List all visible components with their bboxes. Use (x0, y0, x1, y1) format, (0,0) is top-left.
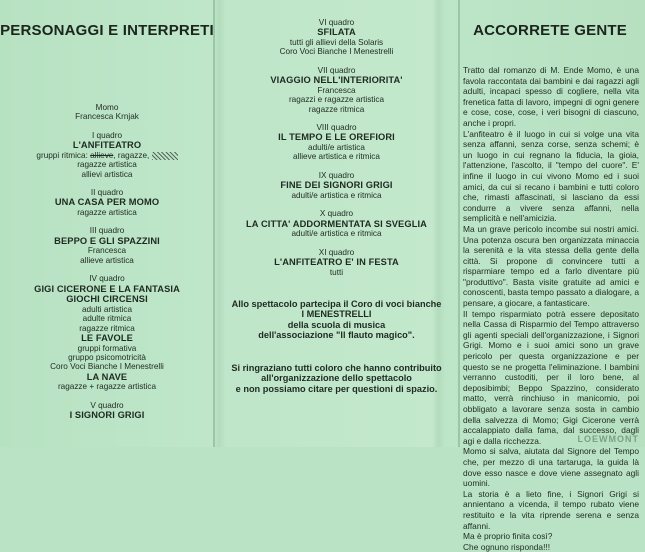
intro-paragraph-3: Ma un grave pericolo incombe sui nostri amici. Una potenza oscura ben organizzata minaccia la serenità e la vita stessa della gente della città. Si propone di convincere tutti a risparmiare tempo ed a farlo diventare più "produttivo". Basta visite gratuite ad amici e conoscenti, basta tempo passato a dialogare, a pensare, a giocare, a fantasticare. (463, 223, 639, 309)
quadro-11-title: L'ANFITEATRO E' IN FESTA (274, 257, 399, 268)
choir-line3: della scuola di musica (287, 319, 386, 330)
thanks-line1: Si ringraziano tutti coloro che hanno contribuito (231, 362, 442, 373)
quadro-6-label: VI quadro (318, 18, 355, 27)
quadro-7-label: VII quadro (317, 65, 356, 75)
choir-line2: I MENESTRELLI (301, 309, 372, 320)
quadro-4-line1: adulti artistica (81, 304, 133, 314)
quadro-9-line1: adulti/e artistica e ritmica (291, 190, 382, 200)
quadro-3-line2: allieve artistica (80, 255, 134, 265)
quadro-1-struck: allieve (90, 150, 114, 160)
thanks-line2: all'organizzazione dello spettacolo (261, 373, 412, 384)
cast-column (0, 0, 214, 447)
intro-paragraph-2: L'anfiteatro è il luogo in cui si volge una vita senza affanni, senza corse, senza schemi; è un luogo in cui regnano la fiducia, la gioia, l'attenzione, l'ascolto, il "tempo del cuore". E' infine il luogo in cui vivono Momo ed i suoi amici, da cui si recano i bambini e tutti coloro che, rimasti affascinati, si lasciano da essi condurre a vivere senza affanni, nella semplicità e nell'amicizia. (463, 128, 639, 224)
quadro-7-line3: ragazze ritmica (308, 104, 365, 114)
intro-column (459, 0, 645, 552)
quadro-1-line (0, 151, 214, 160)
quadro-10-line1: adulti/e artistica e ritmica (291, 229, 382, 239)
intro-paragraph-6: La storia è a lieto fine, i Signori Grigi si annientano a vicenda, il tempo rubato viene restituito e la vita riprende serena e senza affanni. (463, 488, 639, 531)
quadro-7-title: VIAGGIO NELL'INTERIORITA' (270, 75, 403, 86)
quadro-4-sub2: LA NAVE (86, 371, 128, 382)
quadro-8-label: VIII quadro (316, 123, 357, 133)
quadro-3-line1: Francesca (87, 246, 127, 256)
handwritten-scribble (152, 152, 178, 160)
quadro-10-label: X quadro (319, 209, 354, 219)
intro-paragraph-5: Momo si salva, aiutata dal Signore del Tempo che, per mezzo di una tartaruga, la guida là dove esso nasce e dove viene assegnato agli uomini. (463, 446, 639, 489)
quadro-8-title: IL TEMPO E LE OREFIORI (278, 132, 395, 143)
cast-title: PERSONAGGI E INTERPRETI (0, 22, 214, 39)
quadro-4-line5: gruppo psicomotricità (68, 353, 146, 363)
watermark-stamp: LOEWMONT (577, 434, 639, 444)
quadro-10-title: LA CITTA' ADDORMENTATA SI SVEGLIA (246, 218, 427, 229)
quadro-4-title1: GIGI CICERONE E LA FANTASIA (34, 283, 180, 294)
quadro-1-line3: allievi artistica (81, 169, 133, 179)
intro-paragraph-1: Tratto dal romanzo di M. Ende Momo, è una favola raccontata dai bambini e dai ragazzi agli adulti, incapaci spesso di cogliere, nella vita frenetica fatta di lavoro, impegni di ogni genere e cose, cose, cose, i veri bisogni di ciascuno, anche i propri. (463, 65, 639, 128)
quadro-4-line6: Coro Voci Bianche I Menestrelli (50, 362, 164, 372)
quadro-1-line2: ragazze artistica (77, 160, 137, 170)
quadro-8-line2: allieve artistica e ritmica (293, 152, 380, 162)
quadro-4-line2: adulte ritmica (82, 314, 132, 324)
intro-paragraph-7: Ma è proprio finita così? (463, 531, 553, 542)
quadro-11-label: XI quadro (318, 247, 355, 257)
quadro-11-line1: tutti (329, 267, 344, 277)
quadro-3-label: III quadro (89, 226, 125, 236)
program-column (214, 0, 459, 447)
thanks-line3: e non possiamo citare per questioni di spazio. (235, 383, 438, 394)
quadro-4-line7: ragazze + ragazze artistica (57, 382, 157, 392)
quadro-1-line-a: gruppi ritmica: (36, 150, 88, 160)
quadro-2-line1: ragazze artistica (77, 208, 137, 218)
choir-line4: dell'associazione "Il flauto magico". (258, 330, 415, 341)
quadro-1-line-b: , ragazze, (113, 150, 150, 160)
quadro-7-line1: Francesca (317, 85, 356, 95)
choir-line1: Allo spettacolo partecipa il Coro di voci bianche (231, 299, 442, 310)
quadro-4-line4: gruppi formativa (77, 343, 137, 353)
quadro-9-label: IX quadro (318, 170, 355, 180)
quadro-4-label: IV quadro (89, 274, 125, 284)
quadro-2-label: II quadro (90, 188, 124, 198)
quadro-8-line1: adulti/e artistica (308, 143, 365, 153)
intro-paragraph-8: Che ognuno risponda!!! (463, 541, 551, 552)
quadro-5-label: V quadro (90, 400, 124, 410)
quadro-3-title: BEPPO E GLI SPAZZINI (54, 235, 160, 246)
quadro-1-label: I quadro (91, 130, 123, 140)
quadro-6-title: SFILATA (317, 27, 356, 38)
intro-title: ACCORRETE GENTE (473, 22, 627, 39)
quadro-6-line1: tutti gli allievi della Solaris (289, 38, 384, 47)
quadro-1-title: L'ANFITEATRO (72, 140, 142, 151)
quadro-6-line2: Coro Voci Bianche I Menestrelli (279, 47, 394, 57)
quadro-9-title: FINE DEI SIGNORI GRIGI (280, 180, 393, 191)
momo-actor: Francesca Krnjak (75, 112, 139, 122)
quadro-2-title: UNA CASA PER MOMO (54, 197, 160, 208)
intro-paragraph-4: Il tempo risparmiato potrà essere depositato nella Cassa di Risparmio del Tempo attraverso gli agenti speciali dell'organizzazione, i Signori Grigi. Momo e i suoi amici sono un grave pericolo per questa organizzazione e per questo se ne progetta l'eliminazione. I bambini verranno custoditi, per il loro bene, al deposibimbi; Beppo Spazzino, considerato matto, verrà rinchiuso in manicomio, poi obbligato a lavorare senza sosta in cambio della salvezza di Momo; Gigi Cicerone verrà accalappiato dalla fama, dal successo, dagli agi e dalla ricchezza. (463, 308, 639, 446)
quadro-5-title: I SIGNORI GRIGI (69, 410, 145, 421)
momo-label: Momo (95, 103, 119, 112)
quadro-4-title2: GIOCHI CIRCENSI (66, 294, 148, 305)
quadro-7-line2: ragazzi e ragazze artistica (288, 95, 385, 105)
quadro-4-sub1: LE FAVOLE (81, 333, 133, 344)
quadro-4-line3: ragazze ritmica (79, 323, 135, 333)
